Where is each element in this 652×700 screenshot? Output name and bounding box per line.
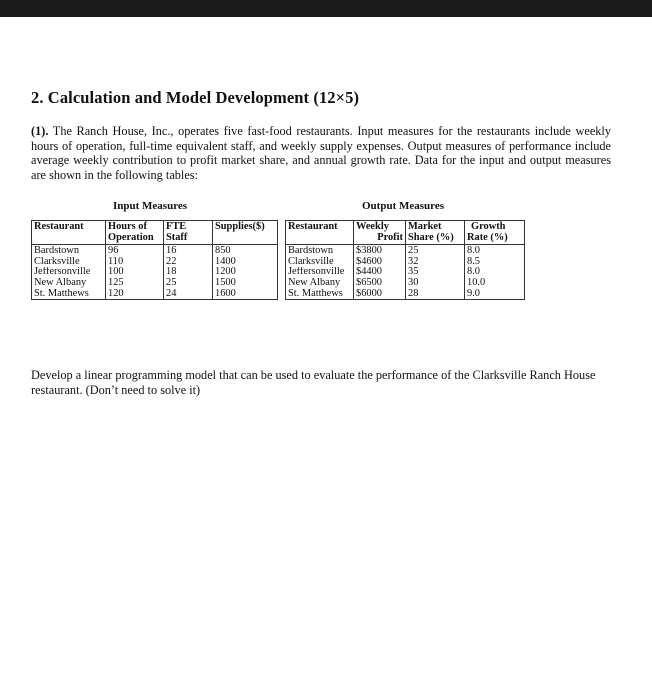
table-cell: 32 <box>406 257 465 268</box>
output-header-row <box>286 221 525 245</box>
header-line: Restaurant <box>34 221 84 232</box>
table-cell: Bardstown <box>286 245 354 257</box>
table-cell: Jeffersonville <box>286 267 354 278</box>
table-cell: $3800 <box>354 245 406 257</box>
output-table-caption: Output Measures <box>362 200 444 212</box>
table-cell: 96 <box>106 245 164 257</box>
intro-label: (1). <box>31 124 49 138</box>
header-line: Share (%) <box>408 231 454 243</box>
table-cell: 10.0 <box>465 278 525 289</box>
table-cell: St. Matthews <box>32 289 106 300</box>
table-cell: 1600 <box>213 289 278 300</box>
table-cell: New Albany <box>286 278 354 289</box>
table-cell: 24 <box>164 289 213 300</box>
header-line: Hours of <box>108 221 147 232</box>
output-header-cell <box>354 221 406 245</box>
table-cell: 100 <box>106 267 164 278</box>
table-cell: $6500 <box>354 278 406 289</box>
table-cell: 16 <box>164 245 213 257</box>
table-row <box>286 245 525 257</box>
header-line: Restaurant <box>288 221 338 232</box>
intro-paragraph <box>31 124 611 182</box>
table-cell: $6000 <box>354 289 406 300</box>
table-cell: Jeffersonville <box>32 267 106 278</box>
header-line: Staff <box>166 231 188 243</box>
table-cell: 25 <box>406 245 465 257</box>
table-cell: 8.5 <box>465 257 525 268</box>
table-row <box>286 289 525 300</box>
table-row <box>32 289 278 300</box>
input-measures-table <box>31 220 278 300</box>
input-header-cell <box>213 221 278 245</box>
table-cell: 9.0 <box>465 289 525 300</box>
header-line: Profit <box>377 231 403 243</box>
table-row <box>286 278 525 289</box>
table-cell: 120 <box>106 289 164 300</box>
table-cell: 18 <box>164 267 213 278</box>
table-cell: 110 <box>106 257 164 268</box>
table-cell: 22 <box>164 257 213 268</box>
table-cell: 25 <box>164 278 213 289</box>
table-cell: Clarksville <box>286 257 354 268</box>
header-line: Operation <box>108 231 154 243</box>
table-cell: New Albany <box>32 278 106 289</box>
output-measures-table <box>285 220 525 300</box>
table-cell: 8.0 <box>465 267 525 278</box>
table-cell: 125 <box>106 278 164 289</box>
table-cell: 1400 <box>213 257 278 268</box>
table-cell: 850 <box>213 245 278 257</box>
table-cell: Clarksville <box>32 257 106 268</box>
table-cell: 8.0 <box>465 245 525 257</box>
input-header-cell <box>32 221 106 245</box>
table-cell: 30 <box>406 278 465 289</box>
section-heading: 2. Calculation and Model Development (12×5) <box>31 88 360 107</box>
table-cell: $4600 <box>354 257 406 268</box>
header-line: Growth <box>471 221 506 232</box>
header-line: Weekly <box>356 221 389 232</box>
output-header-cell <box>286 221 354 245</box>
input-table-caption: Input Measures <box>113 200 188 212</box>
header-line: FTE <box>166 221 187 232</box>
table-row <box>286 257 525 268</box>
closing-paragraph: Develop a linear programming model that can be used to evaluate the performance of the Clarksville Ranch House restaurant. (Don’t need to solve it) <box>31 368 596 397</box>
output-header-cell <box>465 221 525 245</box>
top-bar <box>0 0 652 17</box>
table-cell: Bardstown <box>32 245 106 257</box>
table-row <box>286 267 525 278</box>
table-row <box>32 257 278 268</box>
header-line: Rate (%) <box>467 231 508 243</box>
input-header-row <box>32 221 278 245</box>
table-row <box>32 267 278 278</box>
table-cell: 35 <box>406 267 465 278</box>
header-line: Supplies($) <box>215 221 265 232</box>
table-cell: 1200 <box>213 267 278 278</box>
table-row <box>32 245 278 257</box>
table-row <box>32 278 278 289</box>
table-cell: 28 <box>406 289 465 300</box>
input-header-cell <box>106 221 164 245</box>
header-line: Market <box>408 221 442 232</box>
table-cell: 1500 <box>213 278 278 289</box>
intro-text: The Ranch House, Inc., operates five fast-food restaurants. Input measures for the restaurants include weekly hours of operation, full-time equivalent staff, and weekly supply expenses. Output measures of performance include average weekly contribution to profit market share, and annual growth rate. Data for the input and output measures are shown in the following tables: <box>31 124 611 182</box>
input-header-cell <box>164 221 213 245</box>
table-cell: $4400 <box>354 267 406 278</box>
table-cell: St. Matthews <box>286 289 354 300</box>
output-header-cell <box>406 221 465 245</box>
